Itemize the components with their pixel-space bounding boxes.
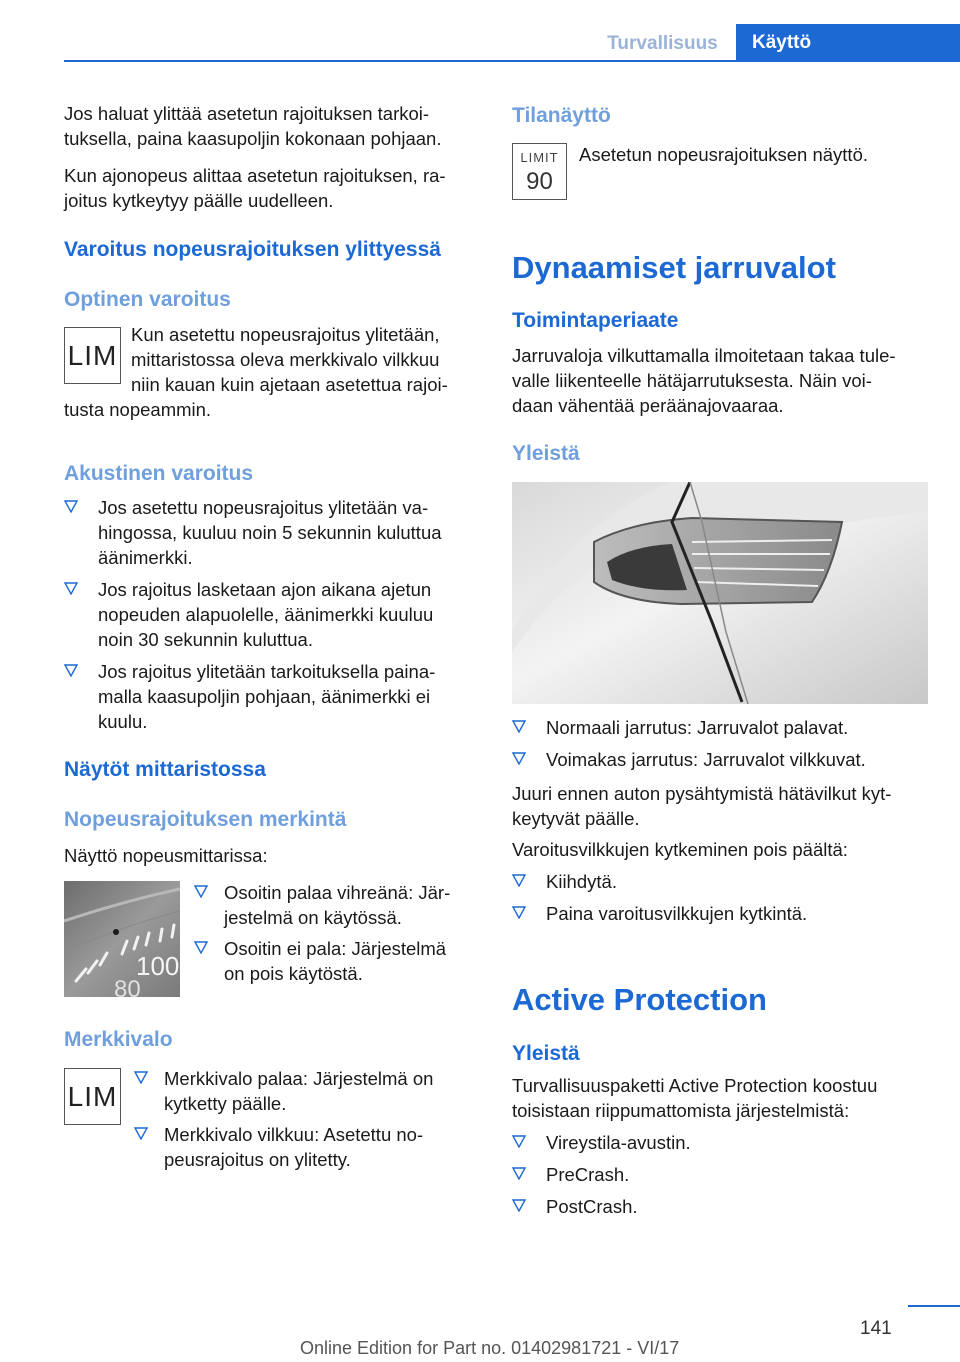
header-rule [64, 60, 960, 62]
list-item-text: Vireystila-avustin. [546, 1132, 691, 1153]
paragraph-override: Jos haluat ylittää asetetun rajoituksen tarkoi- tuksella, paina kaasupoljin kokonaan pohjaan. [64, 103, 442, 149]
triangle-bullet-icon [64, 499, 78, 513]
lim-icon-label: LIM [67, 1081, 118, 1112]
footer-rule [908, 1305, 960, 1307]
triangle-bullet-icon [512, 873, 526, 887]
list-item [512, 715, 928, 740]
active-text: Turvallisuuspaketti Active Protection koostuu toisistaan riippumattomista järjestelmistä: [512, 1075, 878, 1121]
list-item [512, 869, 928, 894]
limit-icon-value: 90 [526, 168, 553, 195]
lim-icon-label: LIM [67, 340, 118, 371]
triangle-bullet-icon [512, 905, 526, 919]
triangle-bullet-icon [134, 1126, 148, 1140]
list-item [512, 1130, 928, 1155]
list-item [134, 1066, 484, 1116]
heading-optinen-varoitus: Optinen varoitus [64, 288, 231, 311]
heading-yleista-active: Yleistä [512, 1042, 580, 1065]
triangle-bullet-icon [194, 940, 208, 954]
optinen-text-cont: tusta nopeammin. [64, 399, 212, 420]
list-item [134, 1122, 484, 1172]
tail-light-image [512, 482, 928, 704]
list-item [64, 577, 484, 652]
list-item-text: Jos rajoitus lasketaan ajon aikana ajetun nopeuden alapuolelle, äänimerkki kuuluu noin 30 sekunnin kuluttua. [98, 579, 434, 650]
heading-nopeusrajoituksen-merkinta: Nopeusrajoituksen merkintä [64, 808, 347, 831]
heading-merkkivalo: Merkkivalo [64, 1028, 173, 1051]
triangle-bullet-icon [512, 1198, 526, 1212]
list-item [512, 901, 928, 926]
toiminta-text: Jarruvaloja vilkuttamalla ilmoitetaan takaa tule- valle liikenteelle hätäjarrutuksesta. Näin voi- daan vähentää peräänajovaaraa. [512, 345, 896, 416]
heading-tilanaytto: Tilanäyttö [512, 104, 611, 127]
list-item-text: Jos rajoitus ylitetään tarkoituksella paina- malla kaasupoljin pohjaan, äänimerkki ei kuulu. [98, 661, 436, 732]
heading-dynaamiset-jarruvalot: Dynaamiset jarruvalot [512, 250, 836, 285]
optinen-text: Kun asetettu nopeusrajoitus ylitetään, mittaristossa oleva merkkivalo vilkkuu niin kauan kuin ajetaan asetettua rajoi- [131, 324, 448, 395]
page-number: 141 [860, 1318, 892, 1339]
triangle-bullet-icon [134, 1070, 148, 1084]
heading-toimintaperiaate: Toimintaperiaate [512, 309, 679, 332]
list-item [64, 659, 484, 734]
gauge-number-80: 80 [114, 976, 141, 997]
header-tab-turvallisuus[interactable]: Turvallisuus [607, 33, 718, 54]
list-item [512, 1194, 928, 1219]
list-item-text: PostCrash. [546, 1196, 638, 1217]
list-item-text: Kiihdytä. [546, 871, 617, 892]
list-item-text: Voimakas jarrutus: Jarruvalot vilkkuvat. [546, 749, 866, 770]
heading-akustinen-varoitus: Akustinen varoitus [64, 462, 254, 485]
varoitusvilkku-text: Varoitusvilkkujen kytkeminen pois päältä: [512, 839, 848, 860]
triangle-bullet-icon [64, 663, 78, 677]
gauge-number-100: 100 [136, 951, 180, 981]
limit-icon-label: LIMIT [520, 150, 559, 165]
tilanaytto-text: Asetetun nopeusrajoituksen näyttö. [579, 144, 868, 165]
list-item-text: Osoitin ei pala: Järjestelmä on pois käytöstä. [224, 938, 447, 984]
list-item-text: Osoitin palaa vihreänä: Jär- jestelmä on käytössä. [224, 882, 451, 928]
list-item [194, 936, 484, 986]
footer-edition: Online Edition for Part no. 01402981721 - VI/17 [300, 1338, 680, 1358]
triangle-bullet-icon [512, 719, 526, 733]
list-item [512, 747, 928, 772]
naytto-text: Näyttö nopeusmittarissa: [64, 845, 268, 866]
list-item-text: Merkkivalo palaa: Järjestelmä on kytketty päälle. [164, 1068, 434, 1114]
lim-indicator-icon [64, 327, 121, 384]
triangle-bullet-icon [194, 884, 208, 898]
speedometer-image [64, 881, 180, 997]
list-item-text: Jos asetettu nopeusrajoitus ylitetään va- hingossa, kuuluu noin 5 sekunnin kuluttua äänimerkki. [98, 497, 442, 568]
lim-indicator-icon [64, 1068, 121, 1125]
list-item [64, 495, 484, 570]
juuri-text: Juuri ennen auton pysähtymistä hätävilkut kyt- keytyvät päälle. [512, 783, 892, 829]
heading-naytot: Näytöt mittaristossa [64, 758, 266, 781]
list-item [512, 1162, 928, 1187]
list-item-text: PreCrash. [546, 1164, 630, 1185]
heading-active-protection: Active Protection [512, 982, 767, 1017]
limit-90-icon [512, 143, 567, 200]
heading-varoitus: Varoitus nopeusrajoituksen ylittyessä [64, 238, 441, 261]
paragraph-reactivate: Kun ajonopeus alittaa asetetun rajoituksen, ra- joitus kytkeytyy päälle uudelleen. [64, 165, 446, 211]
list-item [194, 880, 484, 930]
triangle-bullet-icon [512, 1166, 526, 1180]
triangle-bullet-icon [512, 751, 526, 765]
header-tab-kaytto[interactable]: Käyttö [736, 24, 960, 62]
list-item-text: Merkkivalo vilkkuu: Asetettu no- peusrajoitus on ylitetty. [164, 1124, 424, 1170]
heading-yleista: Yleistä [512, 442, 580, 465]
list-item-text: Normaali jarrutus: Jarruvalot palavat. [546, 717, 849, 738]
triangle-bullet-icon [64, 581, 78, 595]
triangle-bullet-icon [512, 1134, 526, 1148]
list-item-text: Paina varoitusvilkkujen kytkintä. [546, 903, 808, 924]
